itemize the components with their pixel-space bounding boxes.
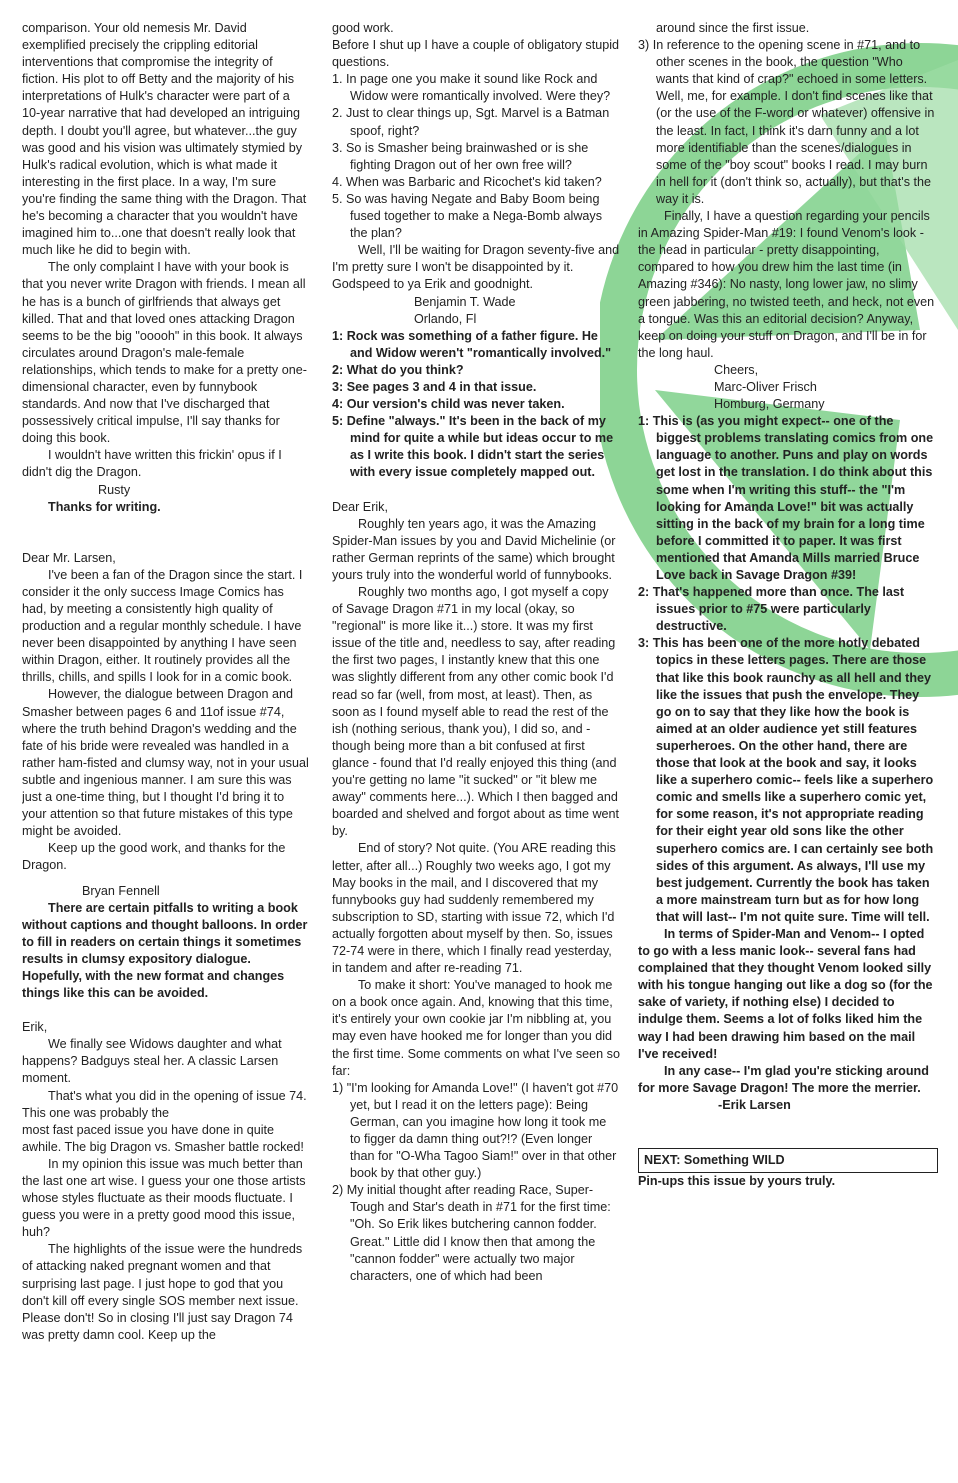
paragraph: In my opinion this issue was much better than the last one art wise. I guess your one those artists whose styles fluctuate as their moods fluctuate. I guess you were in a pretty good mood this issue, huh? [22, 1156, 306, 1240]
list-item: 5: Define "always." It's been in the back of my mind for quite a while but ideas occur to me as I write this book. I didn't start the series with every issue completely mapped out. [332, 414, 614, 480]
paragraph: That's what you did in the opening of issue 74. This one was probably the [22, 1088, 307, 1120]
paragraph: The only complaint I have with your book is that you never write Dragon with friends. I mean all he has is a bunch of girlfriends that always get killed. That and that loved ones attacking Dragon seems to be the big "ooooh" in this book. It always circulates around Dragon's male-female relationships, which tends to make for a pretty one-dimensional character, even by funnybook standards. And now that I've discharged that possessively critical impulse, I'll say thanks for doing this book. [22, 260, 307, 446]
answer-list [332, 328, 620, 482]
question-list [332, 71, 620, 242]
salutation: Dear Erik, [332, 499, 388, 514]
comment-list [638, 37, 938, 208]
signature-place: Homburg, Germany [714, 397, 825, 412]
paragraph: End of story? Not quite. (You ARE reading this letter, after all...) Roughly two weeks ago, I got my May books in the mail, and I discovered that my funnybooks guy had suddenly remembered my subscription to SD, starting with issue 72, which I'd actually forgotten about myself by then. So, issues 72-74 were in there, which I finally read yesterday, in tandem and after re-reading 71. [332, 841, 616, 976]
next-issue-box [638, 1148, 938, 1173]
comment-list [332, 1080, 620, 1285]
list-item: 5. So was having Negate and Baby Boom being fused together to make a Nega-Bomb always the plan? [332, 191, 603, 241]
signature-name: Benjamin T. Wade [414, 294, 516, 309]
paragraph: comparison. Your old nemesis Mr. David exemplified precisely the crippling editorial interventions that compromise the integrity of fiction. His plot to off Betty and the majority of his interpretations of Hulk's character were part of a 10-year narrative that had developed an intriguing depth. I doubt you'll agree, but whatever...the guy was good and his vision was ultimately stymied by Hulk's radical evolution, which is what made it interesting in the first place. In a way, I'm sure you're finding the same thing with the Dragon. That he's becoming a character that you wouldn't have imagined him to...one that doesn't really look that much like he did to begin with. [22, 21, 307, 258]
list-item: 3: This has been one of the more hotly debated topics in these letters pages. There are those that like this book raunchy as all hell and they like the issues that push the envelope. They go on to say that they like how the book is aimed at an older audience yet still features superheroes. On the other hand, there are those that look at the book and say, it looks like a superhero comic-- feels like a superhero comic and smells like a superhero comic yet, for some reason, it's not appropriate reading for their eight year old sons like the other superhero comics are. I can certainly see both sides of this argument. As always, I'll use my best judgement. Currently the book has taken a more mainstream turn but as for how long that will last-- I'm not quite sure. Time will tell. [638, 636, 934, 924]
paragraph: around since the first issue. [656, 21, 810, 35]
paragraph: Roughly two months ago, I got myself a copy of Savage Dragon #71 in my local (okay, so "regional" is more like it...) store. It was my first issue of the title and, needless to say, after reading the first two pages, I instantly knew that this one was slightly different from any other comic book I'd read so far (well, from most, at least). Then, as soon as I found myself able to read the rest of the ish (nothing serious, thank you), I did so, and - though being more than a bit confused at first glance - found that I'd really enjoyed this thing (and you're getting no lame "it sucked" or "it blew me away" comments here...). Which I then bagged and boarded and shelved and forgot about as time went by. [332, 585, 620, 839]
paragraph: To make it short: You've managed to hook me on a book once again. And, knowing that this time, it's entirely your own cookie jar I'm nibbling at, you may even have hooked me for longer than you did the first time. Some comments on what I've seen so far: [332, 978, 620, 1078]
signature: Rusty [98, 482, 131, 497]
signature: Bryan Fennell [82, 883, 160, 898]
paragraph: The highlights of the issue were the hundreds of attacking naked pregnant women and that surprising last page. I just hope to god that you don't kill off every single SOS member next issue. Please don't! So in closing I'll just say Dragon 74 was pretty damn cool. Keep up the [22, 1242, 303, 1342]
editor-reply: There are certain pitfalls to writing a book without captions and thought balloons. In order to fill in readers on certain things it sometimes results in clumsy expository dialogue. Hopefully, with the new format and changes things like this can be avoided. [22, 900, 308, 1001]
paragraph: In any case-- I'm glad you're sticking around for more Savage Dragon! The more the merrier. [638, 1063, 929, 1095]
paragraph: I've been a fan of the Dragon since the start. I consider it the only success Image Comics has had, by meeting a consistently high quality of production and a regular monthly schedule. I have never been disappointed by anything I have seen within Dragon, either. It routinely provides all the thrills, chills, and spills I look for in a comic book. [22, 567, 303, 685]
column-left [22, 20, 309, 1475]
signature-name: Marc-Oliver Frisch [714, 379, 817, 394]
paragraph: Roughly ten years ago, it was the Amazing Spider-Man issues by you and David Michelinie (or rather German reprints of the same) which brought yours truly into the wonderful world of funnybooks. [332, 516, 616, 582]
list-item: 4. When was Barbaric and Ricochet's kid taken? [332, 174, 602, 189]
list-item: 1: Rock was something of a father figure. He and Widow weren't "romantically involved." [332, 328, 612, 360]
list-item: 1) "I'm looking for Amanda Love!" (I haven't got #70 yet, but I read it on the letters page): Being German, can you imagine how long it took me to figger da damn thing out?!? (Even longer than for "O-Wha Tagoo Siam!" over in that other book by that other guy.) [332, 1080, 619, 1181]
column-middle [332, 20, 620, 1475]
paragraph: Well, I'll be waiting for Dragon seventy-five and I'm pretty sure I won't be disappointed by it. Godspeed to ya Erik and goodnight. [332, 243, 620, 292]
list-item: 1: This is (as you might expect-- one of the biggest problems translating comics from one language to another. Puns and play on words get lost in the translation. I do think about this some when I'm writing this stuff-- the "I'm looking for Amanda Love!" bit was actually sitting in the back of my brain for a long time before I committed it to paper. It was first mentioned that Amanda Mills married Bruce Love back in Savage Dragon #39! [638, 414, 934, 582]
list-item: 3: See pages 3 and 4 in that issue. [332, 379, 537, 394]
paragraph: good work. [332, 21, 394, 35]
pinups-note: Pin-ups this issue by yours truly. [638, 1174, 836, 1189]
column-right [638, 20, 938, 1475]
salutation: Erik, [22, 1020, 48, 1035]
paragraph: However, the dialogue between Dragon and Smasher between pages 6 and 11of issue #74, where the truth behind Dragon's wedding and the fate of his bride were revealed was handled in a rather ham-fisted and clumsy way, not in your usual subtle and ingenious manner. I am sure this was just a one-time thing, but I thought I'd bring it to your attention so that future mistakes of this type might be avoided. [22, 687, 309, 839]
paragraph: Keep up the good work, and thanks for the Dragon. [22, 841, 286, 873]
signoff: -Erik Larsen [718, 1097, 791, 1112]
paragraph: We finally see Widows daughter and what happens? Badguys steal her. A classic Larsen moment. [22, 1037, 282, 1086]
paragraph: In terms of Spider-Man and Venom-- I opted to go with a less manic look-- several fans had complained that they thought Venom looked silly with his tongue hanging out like a dog so (for the sake of variety, if nothing else) I decided to indulge them. Seems a lot of folks liked him the way I had been drawing him based on the mail I've received! [638, 926, 933, 1061]
paragraph: most fast paced issue you have done in quite awhile. The big Dragon vs. Smasher battle rocked! [22, 1122, 304, 1154]
signature-place: Orlando, Fl [414, 311, 477, 326]
editor-reply: Thanks for writing. [48, 499, 161, 514]
list-item: 2: That's happened more than once. The last issues prior to #75 were particularly destructive. [638, 585, 905, 634]
list-item: 4: Our version's child was never taken. [332, 397, 565, 412]
paragraph: I wouldn't have written this frickin' opus if I didn't dig the Dragon. [22, 448, 282, 480]
answer-list [638, 413, 938, 926]
next-issue-text: NEXT: Something WILD [644, 1153, 785, 1167]
list-item: 2. Just to clear things up, Sgt. Marvel is a Batman spoof, right? [332, 106, 610, 138]
list-item: 2) My initial thought after reading Race, Super-Tough and Star's death in #71 for the first time: "Oh. So Erik likes butchering cannon fodder. Great." Little did I know then that among the "cannon fodder" were actually two major characters, one of which had been [332, 1183, 611, 1283]
paragraph: Before I shut up I have a couple of obligatory stupid questions. [332, 38, 620, 70]
list-item: 2: What do you think? [332, 362, 464, 377]
salutation: Dear Mr. Larsen, [22, 550, 116, 565]
paragraph: Finally, I have a question regarding your pencils in Amazing Spider-Man #19: I found Venom's look - the head in particular - pretty disappointing, compared to how you drew him the last time (in Amazing #346): No nasty, long lower jaw, no slimy green jabbering, no twisted teeth, and heck, not even a tongue. Was this an editorial decision? Anyway, keep on doing your stuff on Dragon, and I'll be in for the long haul. [638, 209, 935, 360]
list-item: 3. So is Smasher being brainwashed or is she fighting Dragon out of her own free will? [332, 140, 589, 172]
list-item: 1. In page one you make it sound like Rock and Widow were romantically involved. Were they? [332, 72, 611, 104]
list-item: 3) In reference to the opening scene in #71, and to other scenes in the book, the question "Who wants that kind of crap?" echoed in some letters. Well, me, for example. I don't find scenes like that (or the use of the F-word or whatever) offensive in the least. In fact, I think it's darn funny and a lot more identifiable than the scenes/dialogues in some of the "boy scout" books I read. I may burn in hell for it (don't think so, actually), but that's the way it is. [638, 38, 935, 206]
signature-cheers: Cheers, [714, 362, 759, 377]
